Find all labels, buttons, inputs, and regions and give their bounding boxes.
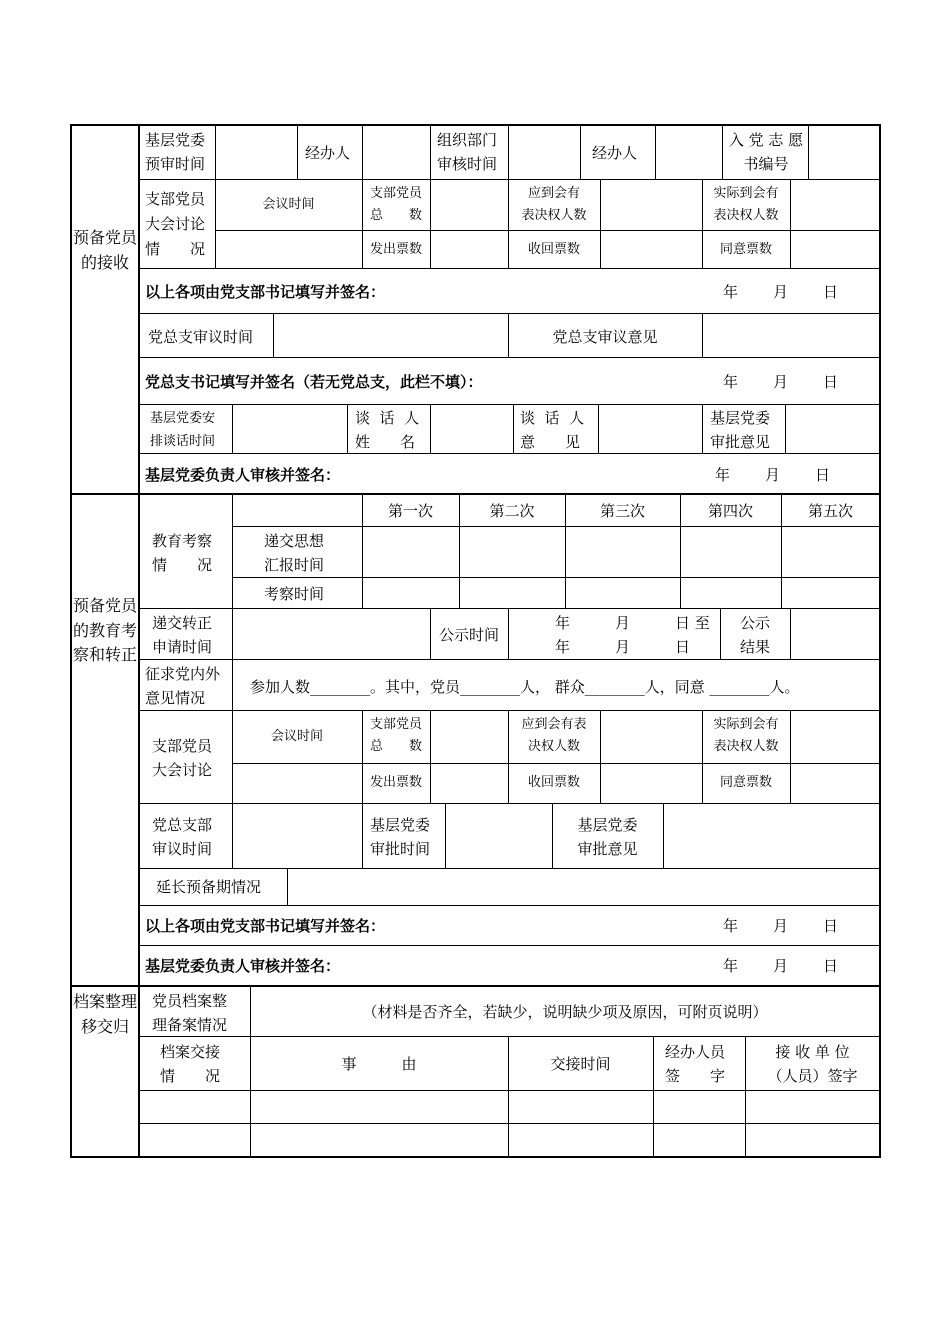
header-reason: 事 由 [341, 1055, 417, 1073]
label-handler: 经办人 [592, 144, 638, 162]
s1-line [790, 179, 791, 268]
s1-line [215, 230, 880, 231]
header-second-time: 第二次 [489, 502, 535, 520]
s1-line [702, 313, 703, 357]
label-party-committee-approval-time: 基层党委 审批时间 [370, 816, 431, 858]
s2-line [790, 710, 791, 803]
label-general-branch-review-time: 党总支审议时间 [148, 328, 254, 346]
s2-line [138, 659, 880, 660]
s2-line [232, 803, 233, 868]
header-receiver-signature: 接 收 单 位 （人员）签字 [767, 1043, 858, 1085]
s1-line [513, 404, 514, 453]
s2-line [232, 577, 880, 578]
label-votes-received: 收回票数 [527, 242, 580, 257]
s1-line [430, 125, 431, 180]
s1-line [232, 404, 233, 453]
s2-line [445, 803, 446, 868]
section-divider-2 [71, 985, 880, 987]
s1-line [138, 404, 880, 405]
s2-line [790, 608, 791, 659]
date-year: 年 [723, 283, 739, 301]
archive-filing-note: （材料是否齐全，若缺少，说明缺少项及原因，可附页说明） [362, 1003, 768, 1021]
date-month: 月 [773, 957, 789, 975]
s1-line [785, 404, 786, 453]
s2-line [287, 868, 288, 905]
label-interviewer-name: 谈 话 人 姓 名 [355, 409, 420, 451]
label-interviewer-opinion: 谈 话 人 意 见 [520, 409, 585, 451]
label-education-inspection: 教育考察 情 况 [152, 532, 213, 574]
label-branch-total: 支部党员 总 数 [370, 186, 423, 223]
s1-line [508, 125, 509, 180]
s1-line [702, 404, 703, 453]
label-votes-issued: 发出票数 [369, 242, 422, 257]
s1-line [362, 125, 363, 180]
date-day: 日 [823, 373, 839, 391]
label-handler: 经办人 [305, 144, 351, 162]
label-votes-agree: 同意票数 [719, 775, 772, 790]
date-month: 月 [773, 917, 789, 935]
label-thought-report-time: 递交思想 汇报时间 [264, 532, 325, 574]
header-third-time: 第三次 [599, 502, 645, 520]
label-regularization-apply-time: 递交转正 申请时间 [152, 614, 213, 656]
label-publicity-result: 公示 结果 [739, 614, 770, 656]
date-year: 年 [715, 466, 731, 484]
label-votes-issued: 发出票数 [369, 775, 422, 790]
s1-line [215, 179, 216, 268]
s1-line [430, 404, 431, 453]
section-title-archive: 档案整理移交归 [72, 992, 137, 1036]
date-month: 月 [773, 283, 789, 301]
s2-line [362, 803, 363, 868]
signature-party-committee: 基层党委负责人审核并签名： [145, 957, 341, 975]
date-year: 年 [723, 917, 739, 935]
section-title-education: 预备党员的教育考察和转正 [72, 596, 137, 664]
s1-line [138, 357, 880, 358]
label-meeting-time: 会议时间 [262, 197, 315, 212]
s1-line [430, 179, 431, 268]
header-handover-time: 交接时间 [550, 1055, 611, 1073]
s2-line [138, 710, 880, 711]
label-archive-filing: 党员档案整 理备案情况 [152, 992, 228, 1034]
signature-branch-secretary: 以上各项由党支部书记填写并签名： [145, 917, 386, 935]
label-should-attend: 应到会有 表决权人数 [521, 186, 587, 223]
s2-line [232, 494, 233, 608]
s2-line [138, 803, 880, 804]
s1-line [273, 313, 274, 357]
opinion-participants-text: 参加人数________。其中，党员________人， 群众________人，同意 ________人。 [250, 678, 800, 696]
s2-line [138, 868, 880, 869]
s2-line [232, 710, 233, 803]
label-votes-agree: 同意票数 [719, 242, 772, 257]
s2-line [138, 945, 880, 946]
s3-line [653, 1036, 654, 1157]
s1-line [808, 125, 809, 180]
label-actual-attend: 实际到会有 表决权人数 [713, 186, 779, 223]
label-org-review-time: 组织部门 审核时间 [437, 131, 498, 173]
label-inspection-time: 考察时间 [264, 585, 325, 603]
date-month: 月 [765, 466, 781, 484]
s1-line [598, 404, 599, 453]
date-day: 日 [815, 466, 831, 484]
header-handler-signature: 经办人员 签 字 [665, 1043, 726, 1085]
s2-line [232, 608, 233, 659]
label-opinion-collection: 征求党内外 意见情况 [145, 665, 221, 707]
date-month: 月 [773, 373, 789, 391]
label-application-number: 入 党 志 愿 书编号 [728, 131, 804, 173]
label-archive-handover: 档案交接 情 况 [160, 1043, 221, 1085]
s2-line [663, 803, 664, 868]
date-year: 年 [723, 957, 739, 975]
date-day: 日 [823, 957, 839, 975]
section-divider-1 [71, 493, 880, 495]
date-day: 日 [823, 283, 839, 301]
s1-line [580, 125, 581, 180]
s1-line [600, 179, 601, 268]
date-year: 年 [723, 373, 739, 391]
label-branch-total: 支部党员 总 数 [370, 717, 423, 754]
label-general-branch-review-time: 党总支部 审议时间 [152, 816, 213, 858]
label-actual-attend: 实际到会有 表决权人数 [713, 717, 779, 754]
date-day: 日 [823, 917, 839, 935]
s2-line [138, 905, 880, 906]
s1-line [297, 125, 298, 180]
label-interview-arrange-time: 基层党委安 排谈话时间 [150, 411, 216, 449]
s1-line [347, 404, 348, 453]
label-party-committee-approval-opinion: 基层党委 审批意见 [577, 816, 638, 858]
s1-line [138, 313, 880, 314]
label-should-attend: 应到会有表 决权人数 [521, 717, 587, 754]
label-votes-received: 收回票数 [527, 775, 580, 790]
section-title-reception: 预备党员的接收 [72, 228, 137, 272]
signature-branch-secretary: 以上各项由党支部书记填写并签名： [145, 283, 386, 301]
label-party-committee-approval: 基层党委 审批意见 [710, 409, 771, 451]
s2-line [508, 608, 509, 659]
s2-line [232, 526, 880, 527]
s2-line [232, 763, 880, 764]
header-fifth-time: 第五次 [807, 502, 853, 520]
signature-party-committee: 基层党委负责人审核并签名： [145, 466, 341, 484]
s2-line [600, 710, 601, 803]
s1-line [655, 125, 656, 180]
label-meeting-time: 会议时间 [270, 729, 323, 744]
header-first-time: 第一次 [387, 502, 433, 520]
s1-line [215, 125, 216, 180]
s1-line [722, 125, 723, 180]
s2-line [138, 608, 880, 609]
s2-line [232, 659, 233, 710]
signature-general-branch: 党总支书记填写并签名（若无党总支，此栏不填）： [145, 373, 483, 391]
label-general-branch-opinion: 党总支审议意见 [552, 328, 658, 346]
header-fourth-time: 第四次 [707, 502, 753, 520]
s1-line [138, 268, 880, 269]
label-prereview-time: 基层党委 预审时间 [145, 131, 206, 173]
label-branch-meeting: 支部党员 大会讨论 情 况 [145, 190, 206, 258]
section-label-divider [138, 125, 140, 1157]
s2-line [430, 710, 431, 803]
label-branch-meeting-discussion: 支部党员 大会讨论 [152, 737, 213, 779]
label-probation-extension: 延长预备期情况 [156, 878, 262, 896]
label-publicity-time: 公示时间 [438, 626, 499, 644]
s1-line [138, 179, 880, 180]
publicity-date-range: 年 月 日 至 年 月 日 [555, 614, 710, 656]
